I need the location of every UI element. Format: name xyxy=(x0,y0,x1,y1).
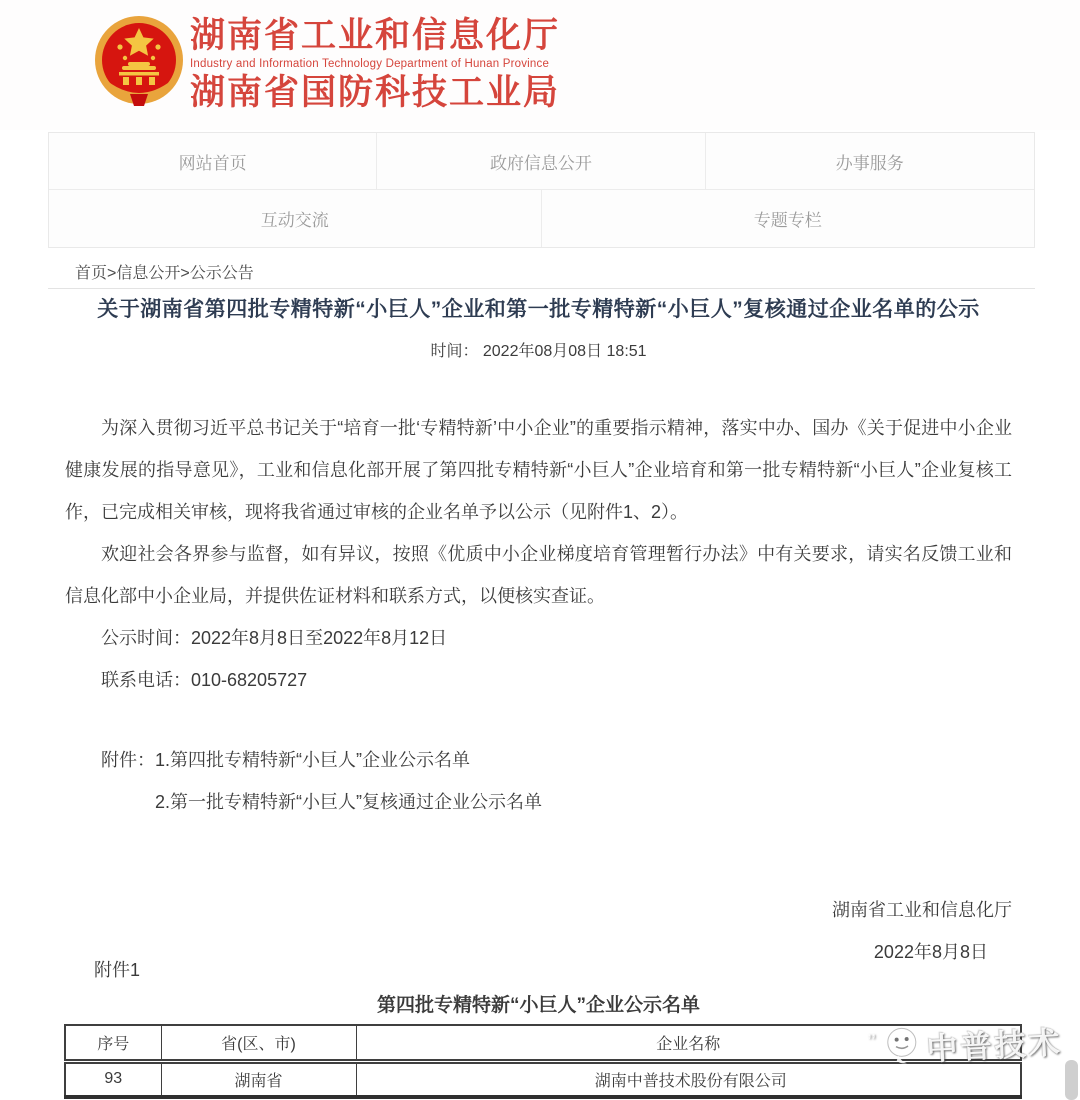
table-header-row xyxy=(65,1025,1021,1061)
org-name-en: Industry and Information Technology Department of Hunan Province xyxy=(190,58,550,70)
main-nav xyxy=(48,132,1035,248)
national-emblem-icon xyxy=(92,14,186,110)
table-row xyxy=(65,1061,1021,1097)
article-title: 关于湖南省第四批专精特新“小巨人”企业和第一批专精特新“小巨人”复核通过企业名单的公示 xyxy=(97,298,980,321)
signature-date: 2022年8月8日 xyxy=(873,942,988,962)
appendix-label: 附件1 xyxy=(94,960,141,980)
watermark-text: 中普技术 xyxy=(925,1024,1064,1067)
company-roster-table xyxy=(64,1024,1022,1099)
article-timestamp: 时间： 2022年08月08日 18:51 xyxy=(430,343,647,360)
nav-item-special-columns[interactable]: 专题专栏 xyxy=(753,211,822,230)
watermark-quote-marks: ’’ xyxy=(867,1030,877,1054)
header-cell-no: 序号 xyxy=(65,1025,161,1061)
nav-item-gov-info[interactable]: 政府信息公开 xyxy=(377,133,705,190)
cell-no: 93 xyxy=(65,1061,161,1097)
nav-row-2 xyxy=(49,190,1034,247)
nav-item-interaction[interactable]: 互动交流 xyxy=(49,190,542,247)
cell-company: 湖南中普技术股份有限公司 xyxy=(356,1061,1021,1097)
article-body xyxy=(65,407,1012,701)
attachments-block xyxy=(65,739,1012,823)
breadcrumb[interactable]: 首页>信息公开>公示公告 xyxy=(75,265,254,282)
signature-org: 湖南省工业和信息化厅 xyxy=(832,900,1012,920)
attachment-link-2[interactable]: 2.第一批专精特新“小巨人”复核通过企业公示名单 xyxy=(155,792,542,812)
nav-item-services[interactable]: 办事服务 xyxy=(706,133,1034,190)
notice-period: 公示时间：2022年8月8日至2022年8月12日 xyxy=(101,628,448,648)
org-name-cn2: 湖南省国防科技工业局 xyxy=(190,73,561,112)
nav-row-1 xyxy=(49,133,1034,190)
header-cell-province: 省(区、市) xyxy=(161,1025,356,1061)
attachments-label: 附件： xyxy=(101,750,155,770)
site-header xyxy=(0,0,1080,130)
breadcrumb-divider xyxy=(48,288,1035,289)
appendix-table-title: 第四批专精特新“小巨人”企业公示名单 xyxy=(376,995,700,1016)
header-cell-company: 企业名称 xyxy=(356,1025,1021,1061)
scrollbar-thumb[interactable] xyxy=(1065,1060,1078,1100)
attachment-link-1[interactable]: 1.第四批专精特新“小巨人”企业公示名单 xyxy=(155,750,470,770)
cell-province: 湖南省 xyxy=(161,1061,356,1097)
header-org-names xyxy=(190,16,750,113)
article xyxy=(65,296,1012,973)
paragraph-2: 欢迎社会各界参与监督，如有异议，按照《优质中小企业梯度培育管理暂行办法》中有关要求，请实名反馈工业和信息化部中小企业局，并提供佐证材料和联系方式，以便核实查证。 xyxy=(65,544,1012,606)
nav-item-home[interactable]: 网站首页 xyxy=(49,133,377,190)
signature-block xyxy=(65,889,1012,973)
paragraph-1: 为深入贯彻习近平总书记关于“培育一批‘专精特新’中小企业”的重要指示精神，落实中办、国办《关于促进中小企业健康发展的指导意见》，工业和信息化部开展了第四批专精特新“小巨人”企业培育和第一批专精特新“小巨人”企业复核工作，已完成相关审核，现将我省通过审核的企业名单予以公示（见附件1、2）。 xyxy=(65,418,1012,522)
org-name-cn: 湖南省工业和信息化厅 xyxy=(190,16,561,55)
contact-phone: 联系电话：010-68205727 xyxy=(101,670,308,690)
